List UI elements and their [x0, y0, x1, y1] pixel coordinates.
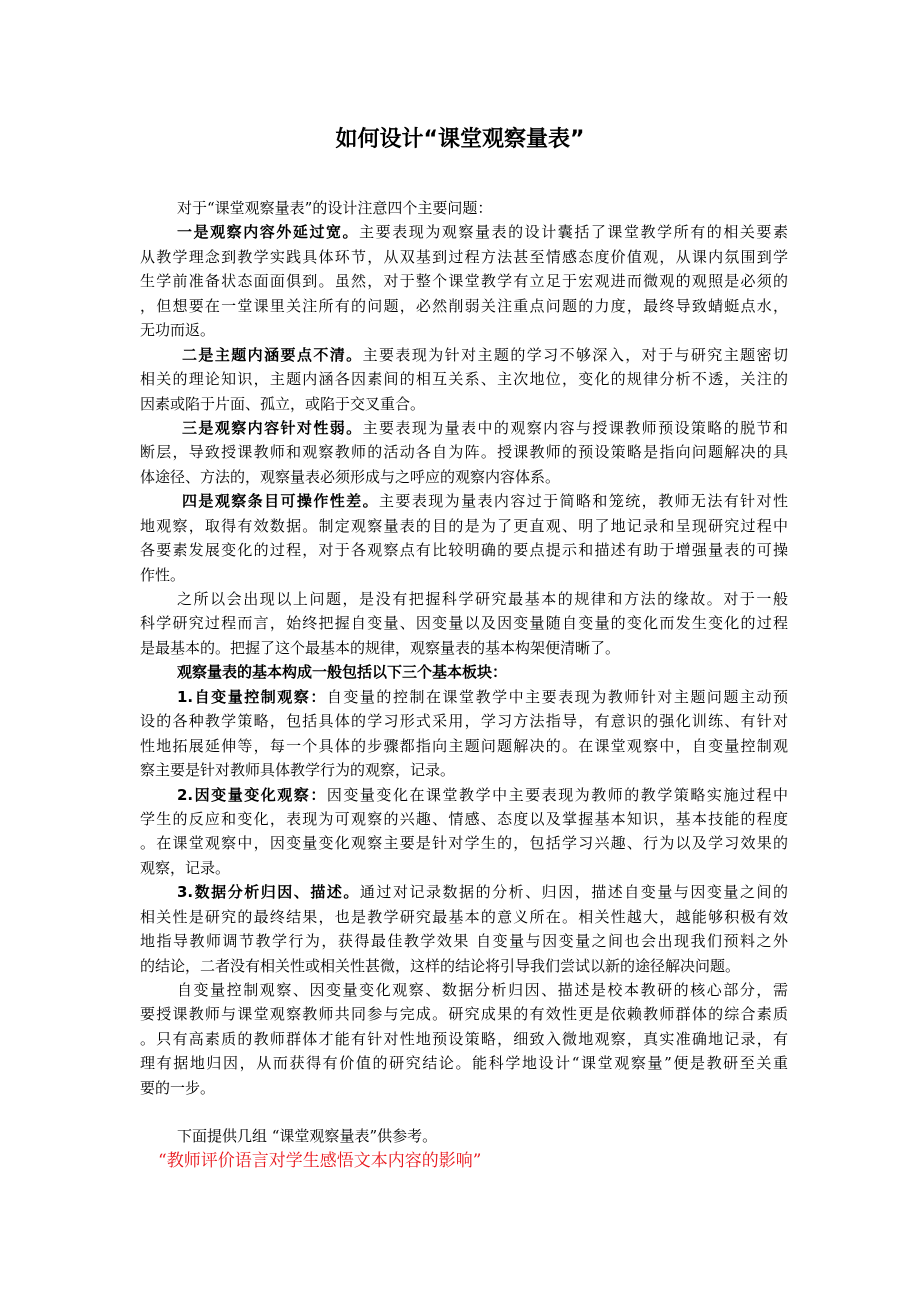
paragraph-line [140, 318, 788, 342]
paragraph-text: 。只有高素质的教师群体才能有针对性地预设策略，细致入微地观察，真实准确地记录，有 [140, 1029, 788, 1048]
paragraph-text: 要的一步。 [140, 1078, 216, 1097]
paragraph-text: 是最基本的。把握了这个最基本的规律，观察量表的基本构架便清晰了。 [140, 638, 621, 657]
paragraph-line [140, 1027, 788, 1051]
paragraph-text: 。在课堂观察中，因变量变化观察主要是针对学生的，包括学习兴趣、行为以及学习效果的 [140, 834, 788, 853]
paragraph-text: 主要表现为观察量表的设计囊括了课堂教学所有的相关要素 [359, 223, 788, 242]
paragraph-line [140, 489, 788, 513]
paragraph-line [140, 709, 788, 733]
paragraph-line [140, 1051, 788, 1075]
paragraph-line [140, 563, 788, 587]
paragraph-text: 要授课教师与课堂观察教师共同参与完成。研究成果的有效性更是依赖教师群体的综合素质 [140, 1005, 788, 1024]
paragraph-text: 自变量的控制在课堂教学中主要表现为教师针对主题问题主动预 [326, 687, 788, 706]
paragraph-text: 地观察，取得有效数据。制定观察量表的目的是为了更直观、明了地记录和呈现研究过程中 [140, 516, 788, 535]
paragraph-line [140, 685, 788, 709]
paragraph-lead: 3.数据分析归因、描述。 [177, 883, 360, 902]
paragraph-text: 地指导教师调节教学行为，获得最佳教学效果 自变量与因变量之间也会出现我们预料之外 [140, 932, 788, 951]
paragraph-text: 因变量变化在课堂教学中主要表现为教师的教学策略实施过程中 [326, 785, 788, 804]
paragraph-lead: 四是观察条目可操作性差。 [182, 492, 379, 511]
paragraph-text: 生学前准备状态面面俱到。虽然，对于整个课堂教学有立足于宏观进而微观的观照是必须的 [140, 272, 788, 291]
paragraph-text: 设的各种教学策略，包括具体的学习形式采用，学习方法指导，有意识的强化训练、有针对 [140, 712, 788, 731]
paragraph-line [140, 416, 788, 440]
paragraph-lead: 三是观察内容针对性弱。 [182, 418, 363, 437]
paragraph-line [140, 758, 788, 782]
paragraph-line [140, 807, 788, 831]
paragraph-line [140, 440, 788, 464]
paragraph-line [140, 905, 788, 929]
paragraph-line [140, 636, 788, 660]
paragraph-lead: 二是主题内涵要点不清。 [182, 345, 363, 364]
section-heading [140, 660, 788, 684]
paragraph-line [140, 220, 788, 244]
paragraph-text: 自变量控制观察、因变量变化观察、数据分析归因、描述是校本教研的核心部分，需 [177, 981, 788, 999]
paragraph-line [140, 294, 788, 318]
heading-text: 观察量表的基本构成一般包括以下三个基本板块： [177, 663, 508, 682]
paragraph-line [140, 929, 788, 953]
paragraph-line [140, 831, 788, 855]
paragraph-text: 下面提供几组 “课堂观察量表”供参考。 [177, 1127, 438, 1146]
paragraph-line [140, 954, 788, 978]
paragraph-text: 主要表现为量表内容过于简略和笼统，教师无法有针对性 [379, 492, 788, 511]
paragraph-line [140, 880, 788, 904]
table-subtitle: “教师评价语言对学生感悟文本内容的影响” [158, 1150, 482, 1171]
paragraph-lead: 一是观察内容外延过宽。 [177, 223, 360, 242]
paragraph-line [140, 269, 788, 293]
paragraph-text: 相关的理论知识，主题内涵各因素间的相互关系、主次地位，变化的规律分析不透，关注的 [140, 370, 788, 389]
document-title: 如何设计“课堂观察量表” [335, 127, 585, 152]
paragraph-line [140, 734, 788, 758]
paragraph-text: 无功而返。 [140, 321, 216, 340]
paragraph-line [140, 611, 788, 635]
spacer [140, 1100, 788, 1124]
paragraph-text: 主要表现为量表中的观察内容与授课教师预设策略的脱节和 [362, 418, 788, 437]
paragraph-line [140, 343, 788, 367]
paragraph-text: 通过对记录数据的分析、归因，描述自变量与因变量之间的 [359, 883, 788, 902]
paragraph-lead: 1.自变量控制观察： [177, 687, 327, 706]
paragraph-text: 观察，记录。 [140, 858, 231, 877]
reference-note [140, 1124, 788, 1148]
paragraph-text: 因素或陷于片面、孤立，或陷于交叉重合。 [140, 394, 426, 413]
paragraph-text: 的结论，二者没有相关性或相关性甚微，这样的结论将引导我们尝试以新的途径解决问题。 [140, 956, 741, 975]
paragraph-line [140, 367, 788, 391]
paragraph-line [140, 856, 788, 880]
paragraph-line [140, 245, 788, 269]
intro-line [140, 196, 788, 220]
paragraph-line [140, 1002, 788, 1026]
paragraph-text: 察主要是针对教师具体教学行为的观察，记录。 [140, 761, 456, 780]
paragraph-line [140, 1076, 788, 1100]
paragraph-line [140, 783, 788, 807]
paragraph-text: 体途径、方法的，观察量表必须形成与之呼应的观察内容体系。 [140, 467, 561, 486]
paragraph-text: 断层，导致授课教师和观察教师的活动各自为阵。授课教师的预设策略是指向问题解决的具 [140, 443, 788, 462]
paragraph-text: 作性。 [140, 565, 186, 584]
paragraph-text: 科学研究过程而言，始终把握自变量、因变量以及因变量随自变量的变化而发生变化的过程 [140, 614, 788, 633]
paragraph-line [140, 514, 788, 538]
paragraph-line [140, 392, 788, 416]
paragraph-text: 各要素发展变化的过程，对于各观察点有比较明确的要点提示和描述有助于增强量表的可操 [140, 541, 788, 560]
paragraph-lead: 2.因变量变化观察： [177, 785, 327, 804]
paragraph-text: 主要表现为针对主题的学习不够深入，对于与研究主题密切 [362, 345, 788, 364]
paragraph-text: 对于“课堂观察量表”的设计注意四个主要问题： [177, 199, 493, 217]
paragraph-text: 理有据地归因，从而获得有价值的研究结论。能科学地设计“课堂观察量”便是教研至关重 [140, 1054, 788, 1073]
paragraph-line [140, 587, 788, 611]
paragraph-text: 之所以会出现以上问题，是没有把握科学研究最基本的规律和方法的缘故。对于一般 [177, 590, 788, 608]
paragraph-line [140, 465, 788, 489]
document-body [140, 196, 788, 1173]
paragraph-text: 相关性是研究的最终结果，也是教学研究最基本的意义所在。相关性越大，越能够积极有效 [140, 907, 788, 926]
paragraph-text: 从教学理念到教学实践具体环节，从双基到过程方法甚至情感态度价值观，从课内氛围到学 [140, 247, 788, 266]
paragraph-line [140, 978, 788, 1002]
paragraph-text: ，但想要在一堂课里关注所有的问题，必然削弱关注重点问题的力度，最终导致蜻蜓点水， [140, 296, 788, 315]
paragraph-text: 性地拓展延伸等，每一个具体的步骤都指向主题问题解决的。在课堂观察中，自变量控制观 [140, 736, 788, 755]
paragraph-line [140, 538, 788, 562]
paragraph-text: 学生的反应和变化，表现为可观察的兴趣、情感、态度以及掌握基本知识，基本技能的程度 [140, 809, 788, 828]
